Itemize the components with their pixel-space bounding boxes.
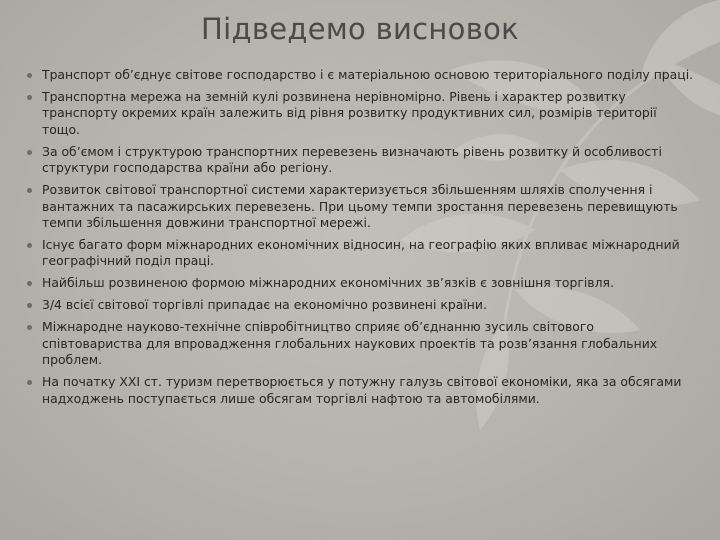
bullet-icon <box>27 243 32 248</box>
bullet-icon <box>27 73 32 78</box>
bullet-text: Існує багато форм міжнародних економічних відносин, на географію яких впливає міжнародний географічний поділ праці. <box>42 237 680 269</box>
bullet-icon <box>27 325 32 330</box>
bullet-list <box>26 67 696 413</box>
list-item <box>26 275 696 291</box>
bullet-text: За об’ємом і структурою транспортних перевезень визначають рівень розвитку й особливості структури господарства країни або регіону. <box>42 143 662 176</box>
list-item <box>26 319 696 368</box>
bullet-icon <box>27 95 32 100</box>
bullet-icon <box>27 303 32 308</box>
bullet-text: Транспорт об’єднує світове господарство і є матеріальною основою територіального поділу праці. <box>42 67 694 82</box>
bullet-icon <box>27 380 32 385</box>
list-item <box>26 374 696 407</box>
list-item <box>26 144 696 177</box>
list-item <box>26 237 696 270</box>
list-item <box>26 67 696 83</box>
bullet-icon <box>27 150 32 155</box>
bullet-text: Міжнародне науково-технічне співробітництво сприяє об’єднанню зусиль світового співтовариства для впровадження глобальних наукових проектів та розв’язання глобальних проблем. <box>42 319 658 368</box>
bullet-text: Розвиток світової транспортної системи характеризується збільшенням шляхів сполучення і вантажних та пасажирських перевезень. При цьому темпи зростання перевезень перевищують темпи збільшення довжини транспортної мережі. <box>42 182 678 231</box>
bullet-icon <box>27 281 32 286</box>
bullet-text: На початку XXI ст. туризм перетворюється у потужну галузь світової економіки, яка за обсягами надходжень поступається лише обсягам торгівлі нафтою та автомобілями. <box>42 374 682 406</box>
bullet-text: 3/4 всієї світової торгівлі припадає на економічно розвинені країни. <box>42 297 487 313</box>
bullet-text: Найбільш розвиненою формою міжнародних економічних зв’язків є зовнішня торгівля. <box>42 275 614 291</box>
list-item <box>26 182 696 231</box>
list-item <box>26 89 696 138</box>
list-item <box>26 297 696 313</box>
bullet-text: Транспортна мережа на земній кулі розвинена нерівномірно. Рівень і характер розвитку транспорту окремих країн залежить від рівня розвитку продуктивних сил, розмірів території тощо. <box>42 89 657 137</box>
bullet-icon <box>27 188 32 193</box>
slide-title: Підведемо висновок <box>201 12 519 46</box>
